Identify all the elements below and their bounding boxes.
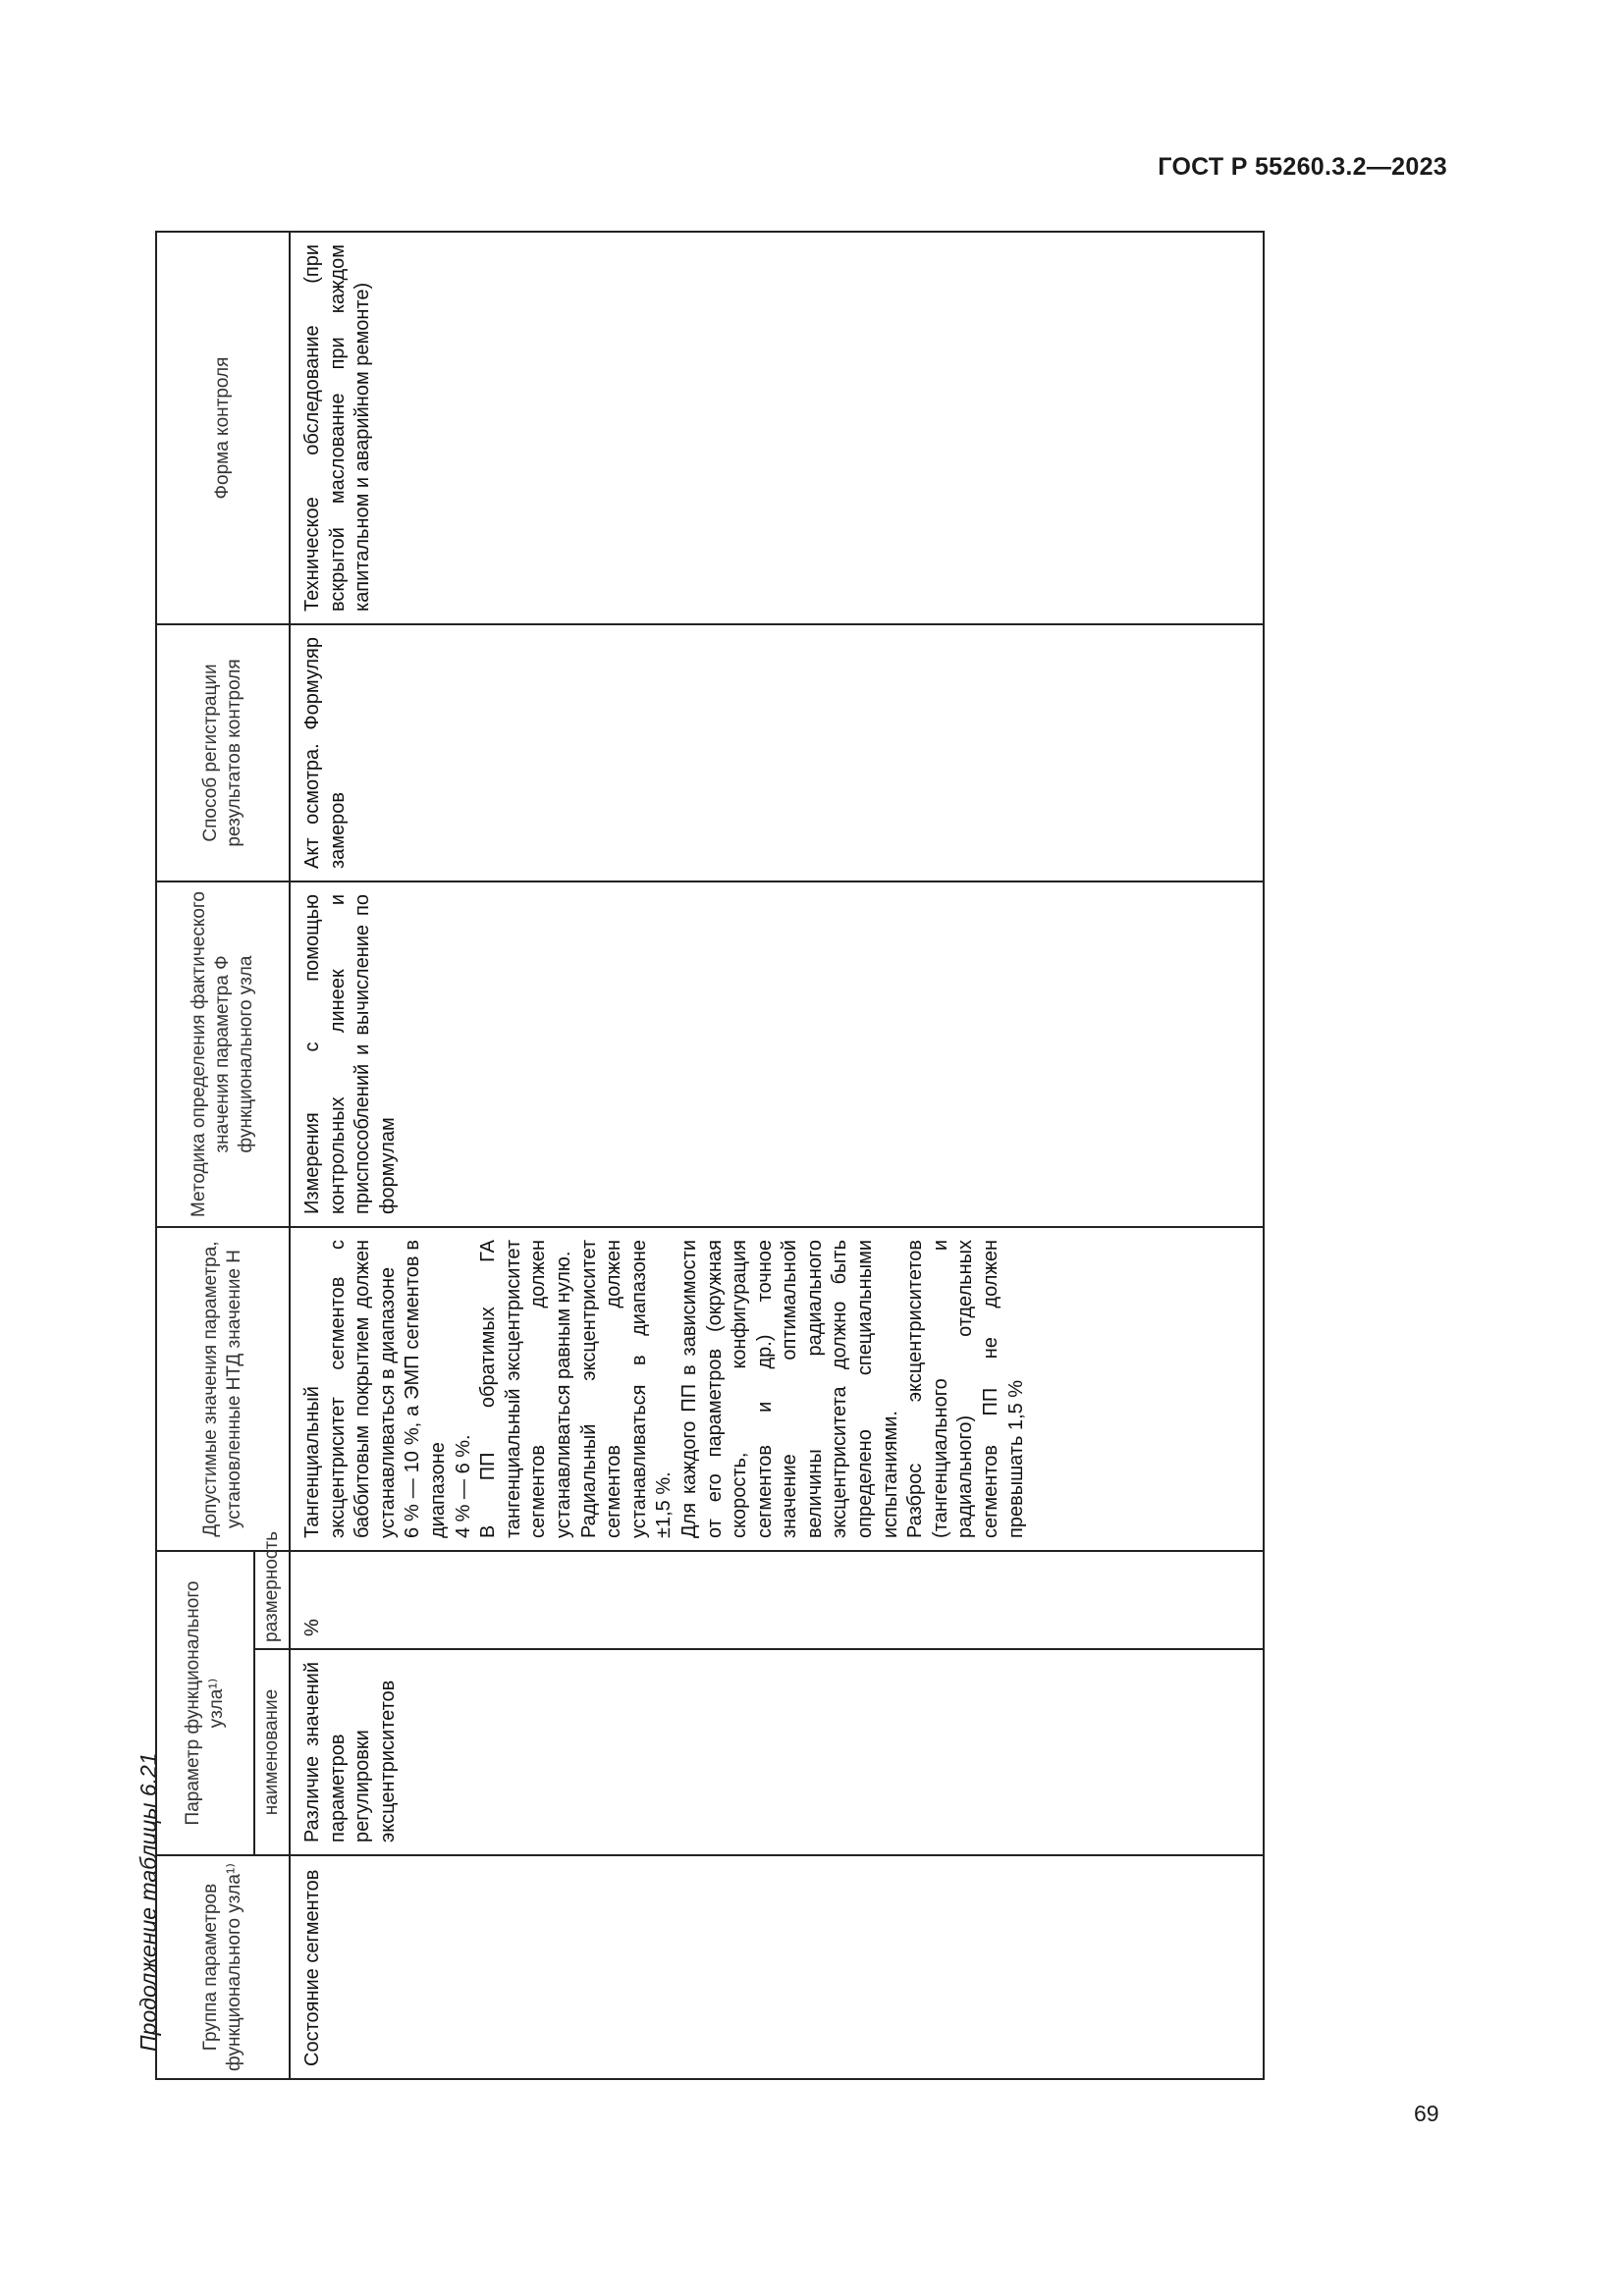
header-param-dim: размерность: [254, 1551, 290, 1649]
cell-group: Состояние сегментов: [290, 1855, 1264, 2079]
table-header-row: [156, 232, 254, 2079]
cell-form: Техническое обследование (при вскрытой маслованне при каждом капитальном и аварийном ремонте): [290, 232, 1264, 624]
rotated-table-wrapper: [155, 233, 1265, 2080]
table-row: [290, 232, 1264, 2079]
cell-registration: Акт осмотра. Формуляр замеров: [290, 624, 1264, 881]
cell-param-name: Различие значений параметров регулировки эксцентриситетов: [290, 1649, 1264, 1855]
cell-method: Измерения с помощью контрольных линеек и приспособлений и вычисление по формулам: [290, 881, 1264, 1227]
standard-code: ГОСТ Р 55260.3.2—2023: [1158, 153, 1447, 181]
header-param: Параметр функционального узла¹⁾: [156, 1551, 254, 1855]
allowed-line-1: Тангенциальный эксцентриситет сегментов с баббитовым покрытием должен устанавливаться в диапазоне: [301, 1240, 399, 1538]
header-group: Группа параметров функционального узла¹⁾: [156, 1855, 290, 2079]
allowed-line-6: Для каждого ПП в зависимости от его параметров (окружная скорость, конфигурация сегментов и др.) точное значение оптимальной величины радиального эксцентриситета должно быть определено специальными испытаниями.: [677, 1240, 901, 1538]
page-number: 69: [1414, 2101, 1439, 2126]
table-caption: Продолжение таблицы 6.21: [135, 1752, 161, 2052]
allowed-line-7: Разброс эксцентриситетов (тангенциального и радиального) отдельных сегментов ПП не должен превышать 1,5 %: [904, 1240, 1027, 1538]
allowed-line-5: Радиальный эксцентриситет сегментов должен устанавливаться в диапазоне ±1,5 %.: [577, 1240, 676, 1538]
cell-param-dim: %: [290, 1551, 1264, 1649]
header-method: Методика определения фактического значения параметра Ф функционального узла: [156, 881, 290, 1227]
cell-allowed: [290, 1227, 1264, 1551]
allowed-line-2: 6 % — 10 %, а ЭМП сегментов в диапазоне: [402, 1240, 449, 1538]
parameters-table: [155, 231, 1265, 2080]
allowed-line-3: 4 % — 6 %.: [452, 1434, 474, 1538]
header-allowed: Допустимые значения параметра, установленные НТД значение Н: [156, 1227, 290, 1551]
header-registration: Способ регистрации результатов контроля: [156, 624, 290, 881]
allowed-line-4: В ПП обратимых ГА тангенциальный эксцентриситет сегментов должен устанавливаться равным нулю.: [477, 1240, 574, 1538]
header-form: Форма контроля: [156, 232, 290, 624]
header-param-name: наименование: [254, 1649, 290, 1855]
